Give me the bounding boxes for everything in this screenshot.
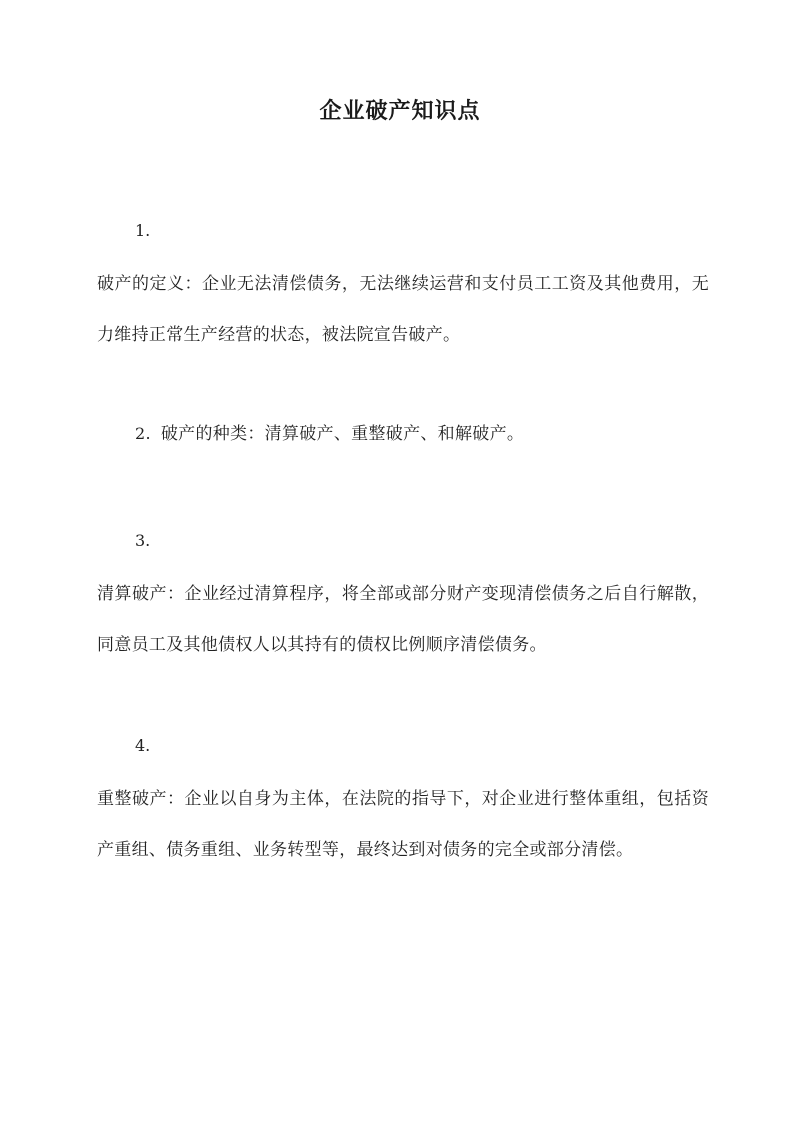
section-number: 2. [135,424,151,443]
section-number: 1. [135,221,151,240]
section-text: 破产的种类：清算破产、重整破产、和解破产。 [160,424,525,444]
section-text: 破产的定义：企业无法清偿债务，无法继续运营和支付员工工资及其他费用，无力维持正常生产经营的状态，被法院宣告破产。 [97,274,709,345]
section-1 [97,219,709,361]
section-text: 清算破产：企业经过清算程序，将全部或部分财产变现清偿债务之后自行解散，同意员工及其他债权人以其持有的债权比例顺序清偿债务。 [97,584,709,655]
section-3 [97,529,709,671]
section-number: 4. [135,736,151,755]
section-line [97,422,709,446]
section-number: 3. [135,531,151,550]
section-2 [97,422,709,446]
section-text: 重整破产：企业以自身为主体，在法院的指导下，对企业进行整体重组，包括资产重组、债务重组、业务转型等，最终达到对债务的完全或部分清偿。 [97,789,709,860]
section-4 [97,734,709,876]
page-title: 企业破产知识点 [319,98,481,124]
